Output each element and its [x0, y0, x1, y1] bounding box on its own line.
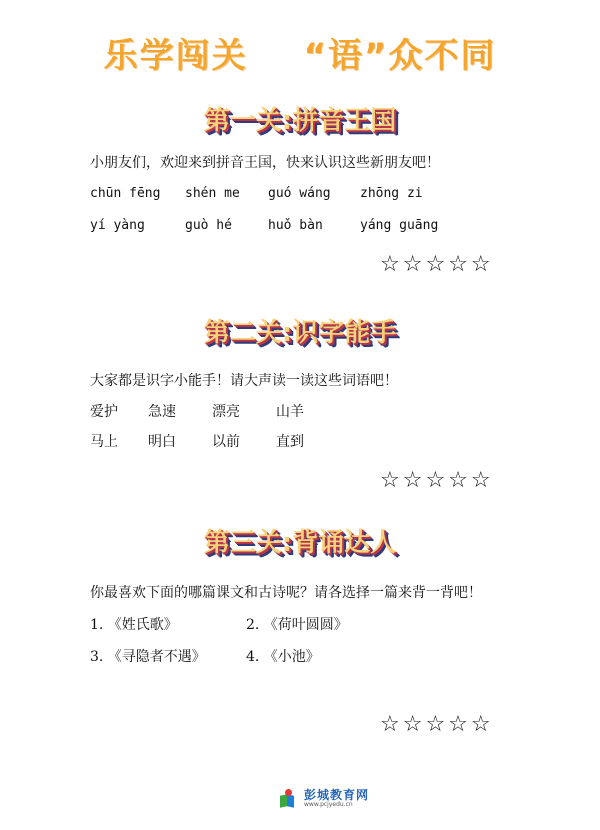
level2-title	[0, 312, 600, 349]
vocab-word: 明白	[148, 434, 176, 450]
level3-title-sep: :	[281, 528, 293, 558]
recital-item: 4. 《小池》	[246, 649, 320, 665]
logo-name: 彭城教育网	[304, 787, 370, 802]
title-left: 乐学闯关	[103, 36, 248, 76]
vocab-word: 山羊	[276, 404, 304, 420]
title-right: “语”众不同	[303, 36, 497, 76]
level1-title	[0, 100, 600, 137]
pinyin-word: guò hé	[185, 218, 232, 233]
level1-title-number: 第一关	[203, 106, 282, 136]
pinyin-word: yáng guāng	[360, 218, 439, 233]
level2-title-number: 第二关	[203, 318, 282, 348]
pinyin-word: huǒ bàn	[268, 218, 323, 233]
recital-item: 2. 《荷叶圆圆》	[246, 617, 348, 633]
vocab-word: 漂亮	[212, 404, 240, 420]
level3-title-name: 背诵达人	[292, 528, 397, 558]
site-logo	[280, 788, 369, 808]
level1-star-rating[interactable]: ☆☆☆☆☆	[380, 252, 494, 277]
page-title	[0, 28, 600, 77]
level3-title-number: 第三关	[203, 528, 282, 558]
vocab-word: 急速	[148, 404, 176, 420]
level2-intro: 大家都是识字小能手！请大声读一读这些词语吧！	[90, 373, 398, 389]
pinyin-word: zhōng zi	[360, 186, 423, 201]
level2-star-rating[interactable]: ☆☆☆☆☆	[380, 468, 494, 493]
level1-title-name: 拼音王国	[292, 106, 397, 136]
level1-title-sep: :	[281, 106, 293, 136]
level3-intro: 你最喜欢下面的哪篇课文和古诗呢？请各选择一篇来背一背吧！	[90, 585, 482, 601]
level3-star-rating[interactable]: ☆☆☆☆☆	[380, 712, 494, 737]
recital-item: 3. 《寻隐者不遇》	[90, 649, 206, 665]
vocab-word: 直到	[276, 434, 304, 450]
pinyin-word: yí yàng	[90, 218, 145, 233]
level2-title-sep: :	[281, 318, 293, 348]
pinyin-word: chūn fēng	[90, 186, 161, 201]
pinyin-word: guó wáng	[268, 186, 331, 201]
vocab-word: 以前	[212, 434, 240, 450]
level2-title-name: 识字能手	[292, 318, 397, 348]
vocab-word: 马上	[90, 434, 118, 450]
level1-intro: 小朋友们，欢迎来到拼音王国，快来认识这些新朋友吧！	[90, 155, 440, 171]
pinyin-word: shén me	[185, 186, 240, 201]
recital-item: 1. 《姓氏歌》	[90, 617, 178, 633]
level3-title	[0, 522, 600, 559]
logo-url: www.pcjyedu.cn	[304, 800, 353, 808]
book-logo-icon	[280, 789, 300, 807]
vocab-word: 爱护	[90, 404, 118, 420]
